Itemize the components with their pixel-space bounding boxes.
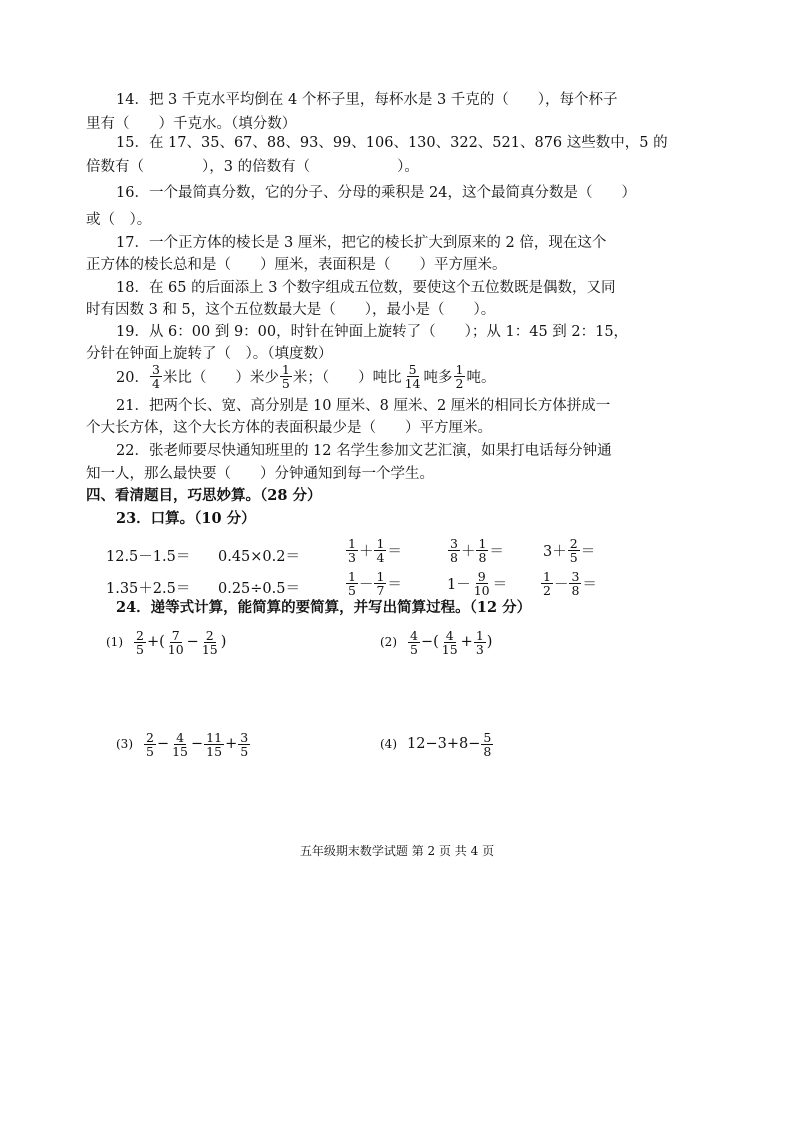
q20-prefix: 20．	[116, 369, 149, 386]
q15-line2: 倍数有（ ），3 的倍数有（ ）。	[86, 159, 419, 175]
q23-f: $\frac{3}{8}$ ＋ $\frac{1}{8}$ ＝	[450, 535, 504, 565]
q22-line1: 22．张老师要尽快通知班里的 12 名学生参加文艺汇演，如果打电话每分钟通	[116, 443, 612, 459]
fraction: $\frac{5}{14}$	[404, 361, 421, 391]
q19-line2: 分针在钟面上旋转了（ ）。（填度数）	[86, 346, 333, 362]
q24-p2: (2) $\frac{4}{5}$ −( $\frac{4}{15}$ + $\frac{1}{3}$ )	[380, 627, 493, 657]
q15-line1: 15．在 17、35、67、88、93、99、106、130、322、521、876 这些数中，5 的	[116, 135, 668, 151]
q24-p1: (1) $\frac{2}{5}$ +( $\frac{7}{10}$ − $\frac{2}{15}$ )	[106, 627, 227, 657]
q14-line2: 里有（ ）千克水。（填分数）	[86, 116, 297, 132]
q23-e: $\frac{1}{3}$ ＋ $\frac{1}{4}$ ＝	[348, 535, 402, 565]
q16-line2: 或（ ）。	[86, 212, 152, 228]
q23-h: $\frac{1}{5}$ － $\frac{1}{7}$ ＝	[348, 568, 402, 598]
fraction: $\frac{1}{2}$	[455, 361, 464, 391]
q20-text2: 米；（ ）吨比	[292, 369, 402, 386]
q24-p4: (4) 12−3+8− $\frac{5}{8}$	[380, 729, 492, 759]
q16-line1: 16．一个最简真分数，它的分子、分母的乘积是 24，这个最简真分数是（ ）	[116, 185, 637, 201]
q21-line1: 21．把两个长、宽、高分别是 10 厘米、8 厘米、2 厘米的相同长方体拼成一	[116, 398, 611, 414]
q23-a: 12.5－1.5＝	[106, 548, 191, 565]
q18-line1: 18．在 65 的后面添上 3 个数字组成五位数，要使这个五位数既是偶数，又同	[116, 280, 616, 296]
q24-p3: (3) $\frac{2}{5}$ − $\frac{4}{15}$ − $\frac{11}{15}$ + $\frac{3}{5}$	[116, 729, 249, 759]
q23-title: 23．口算。（10 分）	[116, 510, 256, 527]
q19-line1: 19．从 6：00 到 9：00，时针在钟面上旋转了（ ）；从 1：45 到 2：15，	[116, 324, 629, 340]
q18-line2: 时有因数 3 和 5，这个五位数最大是（ ），最小是（ ）。	[86, 302, 496, 318]
section4-title: 四、看清题目，巧思妙算。（28 分）	[86, 487, 322, 504]
q23-d: 0.25÷0.5＝	[218, 580, 300, 597]
q23-c: 1.35＋2.5＝	[106, 580, 191, 597]
q20-text4: 吨。	[466, 369, 496, 386]
q20-text1: 米比（ ）米少	[162, 369, 279, 386]
q23-g: 3＋ $\frac{2}{5}$ ＝	[543, 535, 596, 565]
q17-line2: 正方体的棱长总和是（ ）厘米，表面积是（ ）平方厘米。	[86, 257, 507, 273]
q20-text3: 吨多	[423, 369, 453, 386]
q22-line2: 知一人，那么最快要（ ）分钟通知到每一个学生。	[86, 466, 434, 482]
q21-line2: 个大长方体，这个大长方体的表面积最少是（ ）平方厘米。	[86, 420, 492, 436]
q23-i: 1－ $\frac{9}{10}$ ＝	[447, 568, 508, 598]
q23-b: 0.45×0.2＝	[218, 548, 300, 565]
q14-line1: 14．把 3 千克水平均倒在 4 个杯子里，每杯水是 3 千克的（ ），每个杯子	[116, 92, 618, 108]
q23-j: $\frac{1}{2}$ － $\frac{3}{8}$ ＝	[543, 568, 597, 598]
fraction: $\frac{3}{4}$	[151, 361, 160, 391]
q20-line	[116, 360, 495, 392]
q17-line1: 17．一个正方体的棱长是 3 厘米，把它的棱长扩大到原来的 2 倍，现在这个	[116, 235, 607, 251]
page-footer: 五年级期末数学试题 第 2 页 共 4 页	[299, 844, 495, 858]
q24-title: 24．递等式计算，能简算的要简算，并写出简算过程。（12 分）	[116, 599, 532, 616]
fraction: $\frac{1}{5}$	[281, 361, 290, 391]
